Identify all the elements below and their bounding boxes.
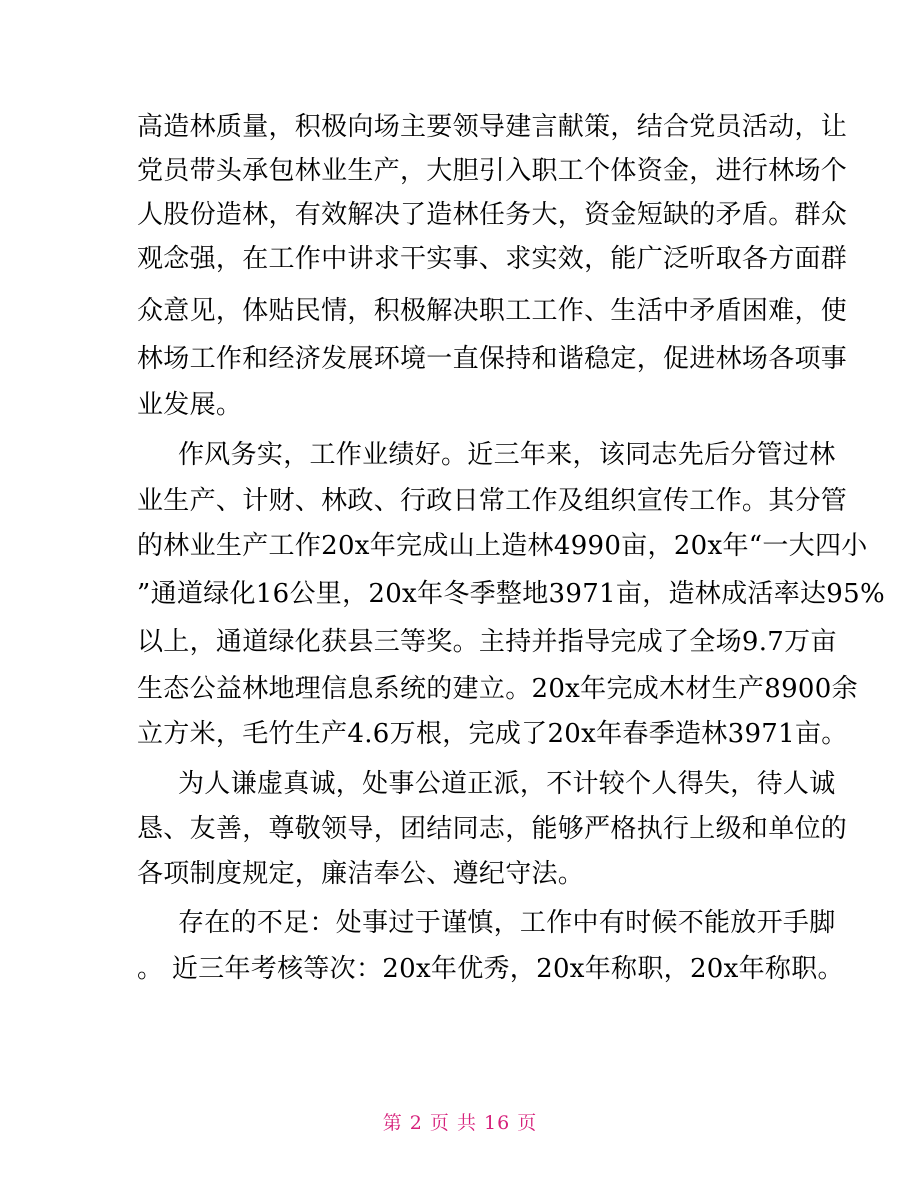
page-number-footer: 第 2 页 共 16 页 (382, 1112, 538, 1134)
body-line: 业生产、计财、林政、行政日常工作及组织宣传工作。其分管 (137, 486, 848, 516)
body-line: 各项制度规定，廉洁奉公、遵纪守法。 (137, 859, 585, 889)
body-line: 林场工作和经济发展环境一直保持和谐稳定，促进林场各项事 (137, 344, 848, 374)
body-line: 的林业生产工作20x年完成山上造林4990亩，20x年“一大四小 (137, 531, 868, 561)
body-line: 人股份造林，有效解决了造林任务大，资金短缺的矛盾。群众 (137, 200, 848, 230)
paragraph-start-line: 作风务实，工作业绩好。近三年来，该同志先后分管过林 (178, 440, 836, 470)
paragraph-start-line: 为人谦虚真诚，处事公道正派，不计较个人得失，待人诚 (178, 769, 836, 799)
body-line: 恳、友善，尊敬领导，团结同志，能够严格执行上级和单位的 (137, 814, 848, 844)
body-line: ”通道绿化16公里，20x年冬季整地3971亩，造林成活率达95% (137, 579, 885, 609)
body-line: 以上，通道绿化获县三等奖。主持并指导完成了全场9.7万亩 (137, 627, 837, 657)
body-line: 业发展。 (137, 390, 243, 420)
body-line: 观念强，在工作中讲求干实事、求实效，能广泛听取各方面群 (137, 244, 848, 274)
body-line: 。 近三年考核等次：20x年优秀，20x年称职，20x年称职。 (137, 954, 844, 984)
paragraph-start-line: 存在的不足：处事过于谨慎，工作中有时候不能放开手脚 (178, 908, 836, 938)
body-line: 生态公益林地理信息系统的建立。20x年完成木材生产8900余 (137, 674, 858, 704)
body-line: 党员带头承包林业生产，大胆引入职工个体资金，进行林场个 (137, 156, 848, 186)
body-line: 高造林质量，积极向场主要领导建言献策，结合党员活动，让 (137, 112, 848, 142)
body-line: 立方米，毛竹生产4.6万根，完成了20x年春季造林3971亩。 (137, 719, 848, 749)
body-line: 众意见，体贴民情，积极解决职工工作、生活中矛盾困难，使 (137, 296, 848, 326)
